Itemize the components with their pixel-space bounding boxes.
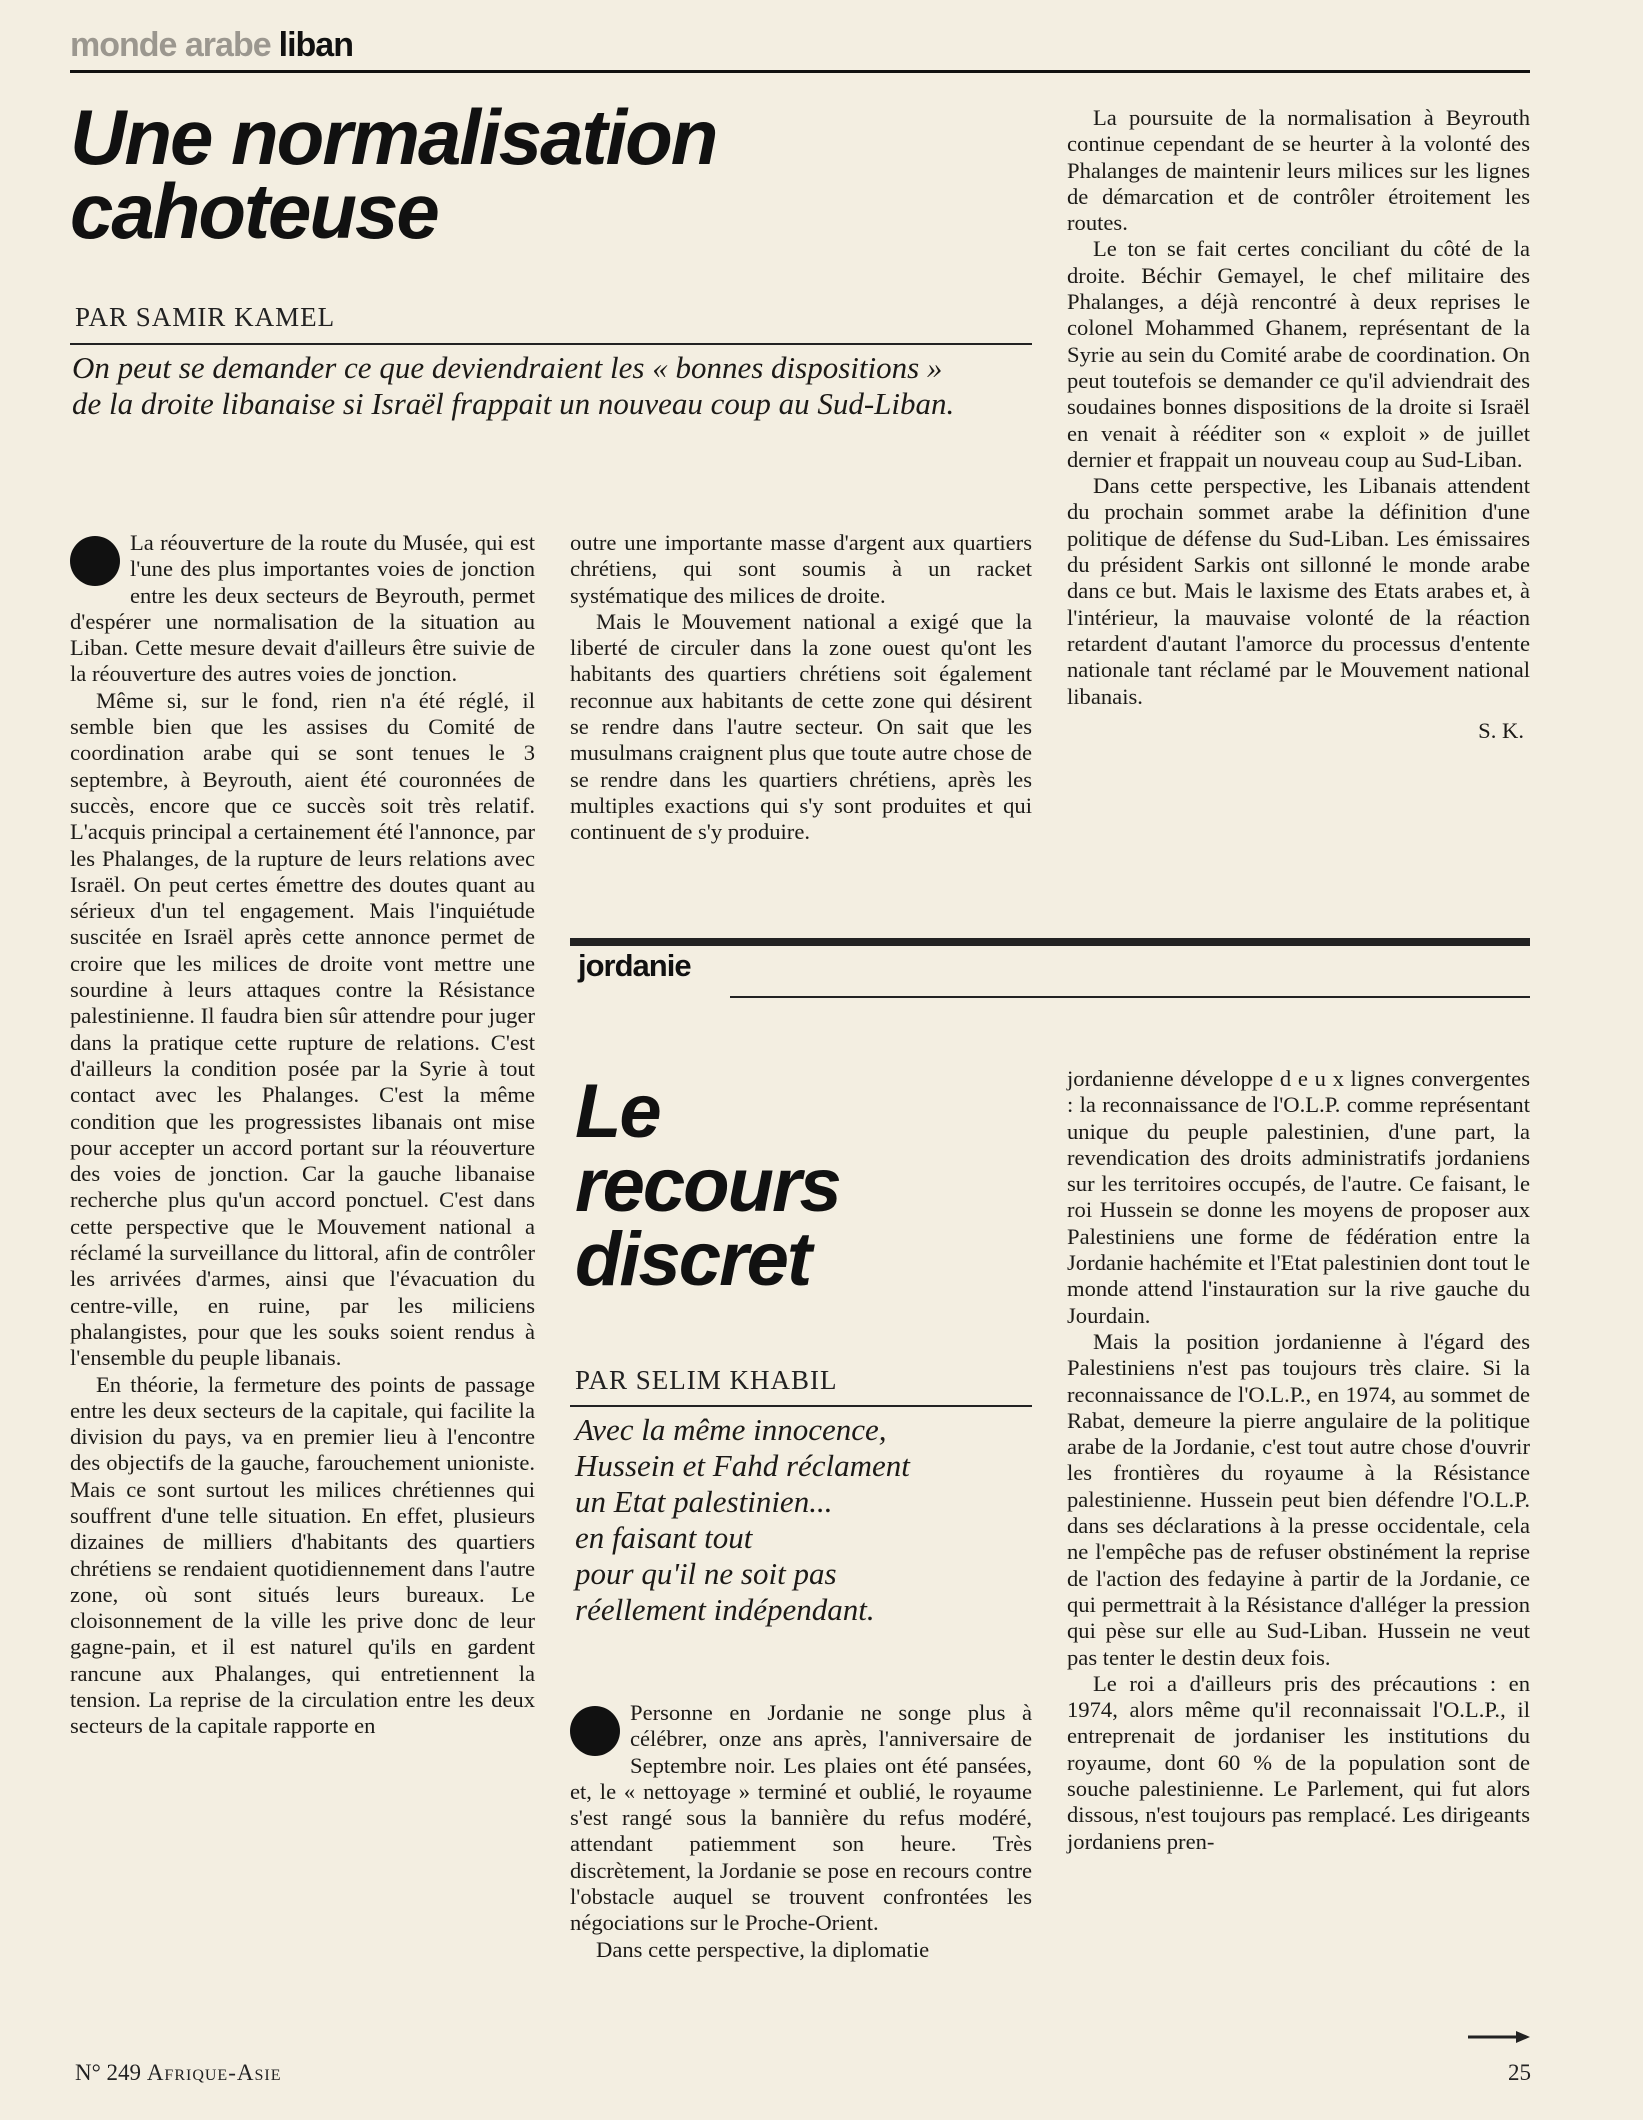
magazine-name: Afrique-Asie bbox=[146, 2060, 282, 2085]
paragraph: outre une importante masse d'argent aux quartiers chrétiens, qui sont soumis à un racket systématique des milices de droite. bbox=[570, 530, 1032, 608]
byline-jordanie: PAR SELIM KHABIL bbox=[575, 1365, 838, 1395]
byline-rule-jordanie bbox=[570, 1405, 1032, 1407]
paragraph: La réouverture de la route du Musée, qui est l'une des plus importantes voies de jonction entre les deux secteurs de Beyrouth, permet d'espérer une normalisation de la situation au Liban. Cette mesure devait d'ailleurs être suivie de la réouverture des autres voies de jonction. bbox=[70, 530, 535, 687]
liban-column-2 bbox=[570, 530, 1032, 846]
chapo-line: en faisant tout bbox=[575, 1520, 753, 1555]
page-number: 25 bbox=[1508, 2060, 1531, 2085]
signature-liban: S. K. bbox=[1478, 717, 1524, 743]
rubric-black: liban bbox=[278, 26, 353, 64]
chapo-jordanie bbox=[575, 1412, 1035, 1628]
title-line: discret bbox=[575, 1217, 811, 1302]
top-rule bbox=[70, 70, 1530, 73]
jordanie-rule bbox=[730, 996, 1530, 998]
chapo-liban: On peut se demander ce que deviendraient les « bonnes dispositions » de la droite libanaise si Israël frappait un nouveau coup au Sud-Liban. bbox=[72, 350, 955, 421]
chapo-line: réellement indépendant. bbox=[575, 1592, 875, 1627]
chapo-line: Avec la même innocence, bbox=[575, 1412, 887, 1447]
issue-number: N° 249 bbox=[75, 2060, 142, 2085]
jordanie-column-2 bbox=[1067, 1066, 1530, 1855]
section-bar bbox=[570, 938, 1530, 946]
liban-column-1 bbox=[70, 530, 535, 1740]
article-title-jordanie bbox=[575, 1069, 840, 1302]
paragraph: Mais la position jordanienne à l'égard des Palestiniens n'est pas toujours très claire. Si la reconnaissance de l'O.L.P., en 1974, au sommet de Rabat, demeure la pierre angulaire de la politique arabe de la Jordanie, c'est tout autre chose d'ouvrir les frontières du royaume à la Résistance palestinienne. Hussein peut bien défendre l'O.L.P. dans ses déclarations à la presse occidentale, cela ne l'empêche pas de refuser obstinément la reprise de l'action des fedayine à partir de la Jordanie, ce qui permettrait à la Résistance d'alléger la pression qui pèse sur elle au Sud-Liban. Hussein ne veut pas tenter le destin deux fois. bbox=[1067, 1328, 1530, 1670]
paragraph: Le roi a d'ailleurs pris des précautions : en 1974, alors même qu'il reconnaissait l'O.L.P., il entreprenait de jordaniser les institutions du royaume, dont 60 % de la population sont de souche palestinienne. Le Parlement, qui fut alors dissous, n'est toujours pas remplacé. Les dirigeants jordaniens pren- bbox=[1067, 1670, 1530, 1854]
paragraph: Même si, sur le fond, rien n'a été réglé, il semble bien que les assises du Comité de coordination arabe qui se sont tenues le 3 septembre, à Beyrouth, aient été couronnées de succès, encore que ce succès soit très relatif. L'acquis principal a certainement été l'annonce, par les Phalanges, de la rupture de leurs relations avec Israël. On peut certes émettre des doutes quant au sérieux d'un tel engagement. Mais l'inquiétude suscitée en Israël après cette annonce permet de croire que les milices de droite vont mettre une sourdine à leurs attaques contre la Résistance palestinienne. Il faudra bien sûr attendre pour juger dans la pratique cette rupture de relations. C'est d'ailleurs la condition posée par la Syrie à tout contact avec les Phalanges. C'est la même condition que les progressistes libanais ont mise pour accepter un accord portant sur la réouverture des voies de jonction. Car la gauche libanaise recherche plus qu'un accord ponctuel. C'est dans cette perspective que le Mouvement national a réclamé la surveillance du littoral, afin de contrôler les arrivées d'armes, ainsi que l'évacuation du centre-ville, en ruine, par les miliciens phalangistes, pour que les souks soient rendus à l'ensemble du peuple libanais. bbox=[70, 687, 535, 1371]
rubric-grey: monde arabe bbox=[70, 26, 271, 64]
paragraph: jordanienne développe d e u x lignes convergentes : la reconnaissance de l'O.L.P. comme représentant unique du peuple palestinien, d'une part, la revendication des droits administratifs jordaniens sur les territoires occupés, de l'autre. Ce faisant, le roi Hussein se donne les moyens de proposer aux Palestiniens une forme de fédération entre la Jordanie hachémite et l'Etat palestinien dont tout le monde attend l'instauration sur la rive gauche du Jourdain. bbox=[1067, 1066, 1530, 1328]
paragraph: Le ton se fait certes conciliant du côté de la droite. Béchir Gemayel, le chef militaire des Phalanges, a déjà rencontré à deux reprises le colonel Mohammed Ghanem, représentant de la Syrie au sein du Comité arabe de coordination. On peut toutefois se demander ce qu'il adviendrait des soudaines bonnes dispositions de la droite si Israël en venait à rééditer son « exploit » de juillet dernier et frappait un nouveau coup au Sud-Liban. bbox=[1067, 236, 1530, 472]
paragraph: Dans cette perspective, les Libanais attendent du prochain sommet arabe la définition d'une politique de défense du Sud-Liban. Les émissaires du président Sarkis ont sillonné le monde arabe dans ce but. Mais le laxisme des Etats arabes et, à l'intérieur, la mauvaise volonté de la réaction retardent d'autant l'amorce du processus d'entente nationale tant réclamé par le Mouvement national libanais. bbox=[1067, 473, 1530, 709]
continue-arrow-icon bbox=[1468, 2030, 1530, 2044]
paragraph: En théorie, la fermeture des points de passage entre les deux secteurs de la capitale, qui facilite la division du pays, va en premier lieu à l'encontre des objectifs de la gauche, farouchement unioniste. Mais ce sont surtout les milices chrétiennes qui souffrent d'une telle situation. En effet, plusieurs dizaines de milliers d'habitants des quartiers chrétiens se rendaient quotidiennement dans l'autre zone, où sont situés leurs bureaux. Le cloisonnement de la ville les prive donc de leur gagne-pain, et il est naturel qu'ils en gardent rancune aux Phalanges, qui entretiennent la tension. La reprise de la circulation entre les deux secteurs de la capitale rapporte en bbox=[70, 1371, 535, 1739]
bullet-dot-icon bbox=[570, 1706, 620, 1756]
byline-rule-liban bbox=[70, 343, 1032, 345]
chapo-line: pour qu'il ne soit pas bbox=[575, 1556, 837, 1591]
bullet-dot-icon bbox=[70, 536, 120, 586]
byline-liban: PAR SAMIR KAMEL bbox=[75, 302, 336, 332]
article-title-liban: Une normalisation cahoteuse bbox=[70, 93, 717, 255]
paragraph: Mais le Mouvement national a exigé que la liberté de circuler dans la zone ouest qu'ont les habitants des quartiers chrétiens soit également reconnue aux habitants de cette zone qui désirent se rendre dans l'autre secteur. On sait que les musulmans craignent plus que toute autre chose de se rendre dans les quartiers chrétiens, après les multiples exactions qui s'y sont produites et qui continuent de s'y produire. bbox=[570, 608, 1032, 845]
jordanie-column-1 bbox=[570, 1700, 1032, 1963]
section-rubric bbox=[70, 26, 353, 65]
chapo-line: Hussein et Fahd réclament bbox=[575, 1448, 910, 1483]
footer-issue bbox=[75, 2060, 281, 2086]
title-line: recours bbox=[575, 1143, 840, 1228]
chapo-line: un Etat palestinien... bbox=[575, 1484, 833, 1519]
liban-column-3 bbox=[1067, 105, 1530, 744]
paragraph: Personne en Jordanie ne songe plus à célébrer, onze ans après, l'anniversaire de Septembre noir. Les plaies ont été pansées, et, le « nettoyage » terminé et oublié, le royaume s'est rangé sous la bannière du refus modéré, attendant patiemment son heure. Très discrètement, la Jordanie se pose en recours contre l'obstacle auquel se trouvent confrontées les négociations sur le Proche-Orient. bbox=[570, 1700, 1032, 1936]
rubric-jordanie: jordanie bbox=[578, 948, 691, 983]
paragraph: Dans cette perspective, la diplomatie bbox=[596, 1936, 930, 1962]
title-line: Le bbox=[575, 1069, 660, 1154]
paragraph: La poursuite de la normalisation à Beyrouth continue cependant de se heurter à la volonté des Phalanges de maintenir leurs milices sur les lignes de démarcation et de contrôler étroitement les routes. bbox=[1067, 105, 1530, 236]
